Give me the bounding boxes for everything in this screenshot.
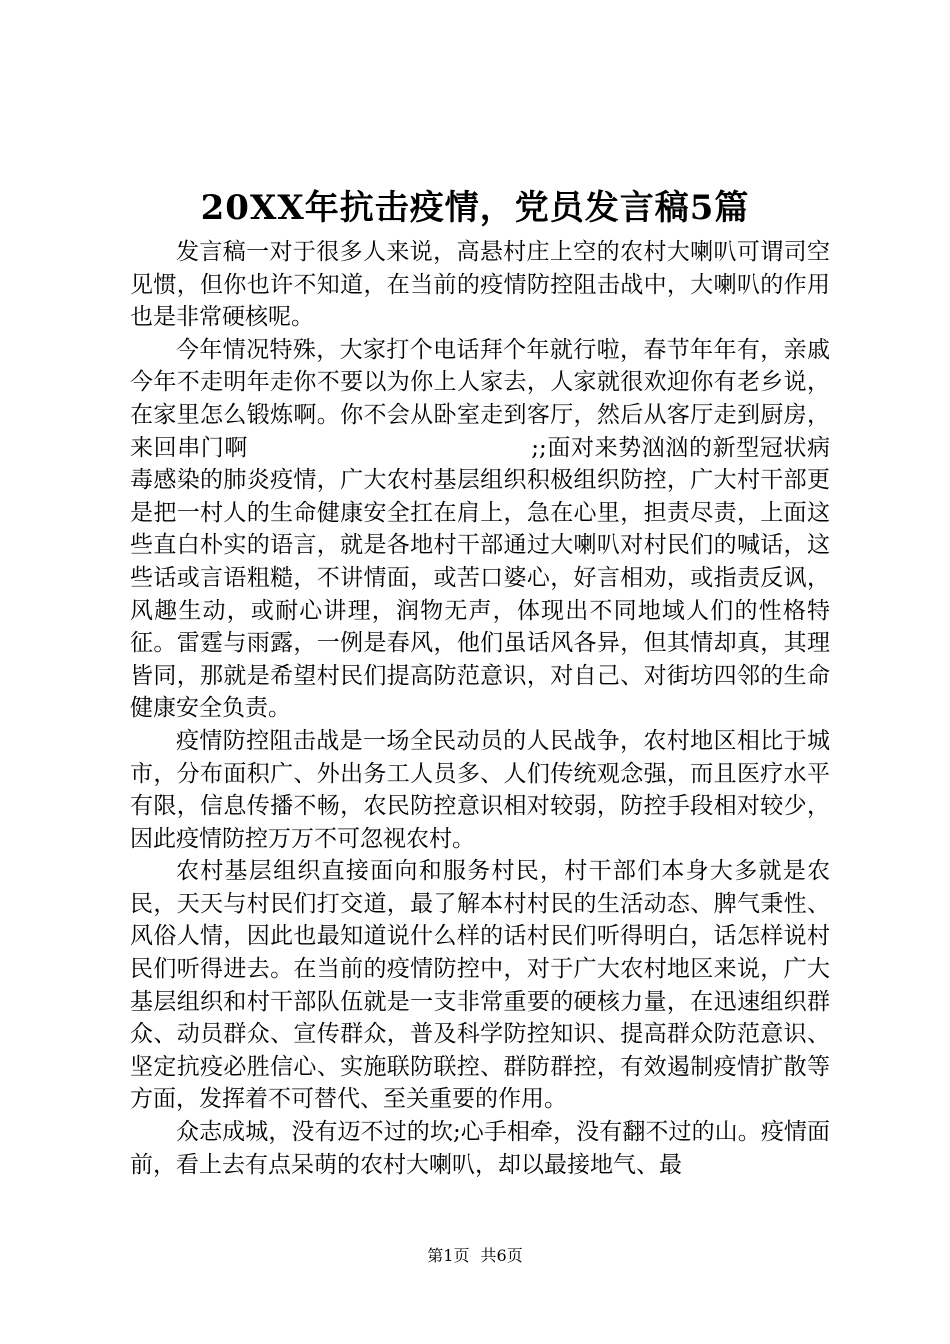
document-body [130,236,830,1181]
paragraph-5: 众志成城，没有迈不过的坎;心手相牵，没有翻不过的山。疫情面前，看上去有点呆萌的农村大喇叭，却以最接地气、最 [130,1119,830,1178]
paragraph-1: 发言稿一对于很多人来说，高悬村庄上空的农村大喇叭可谓司空见惯，但你也许不知道，在当前的疫情防控阻击战中，大喇叭的作用也是非常硬核呢。 [130,239,830,331]
paragraph-4: 农村基层组织直接面向和服务村民，村干部们本身大多就是农民，天天与村民们打交道，最了解本村村民的生活动态、脾气秉性、风俗人情，因此也最知道说什么样的话村民们听得明白，话怎样说村民们听得进去。在当前的疫情防控中，对于广大农村地区来说，广大基层组织和村干部队伍就是一支非常重要的硬核力量，在迅速组织群众、动员群众、宣传群众，普及科学防控知识、提高群众防范意识、坚定抗疫必胜信心、实施联防联控、群防群控，有效遏制疫情扩散等方面，发挥着不可替代、至关重要的作用。 [130,858,830,1113]
page-total: 共6页 [480,1246,523,1265]
page-footer [0,1246,950,1266]
document-title: 20XX年抗击疫情，党员发言稿5篇 [200,188,750,228]
paragraph-2: 今年情况特殊，大家打个电话拜个年就行啦，春节年年有，亲戚今年不走明年走你不要以为你上人家去，人家就很欢迎你有老乡说，在家里怎么锻炼啊。你不会从卧室走到客厅，然后从客厅走到厨房，来回串门啊 ;;面对来势汹汹的新型冠状病毒感染的肺炎疫情，广大农村基层组织积极组织防控，广大村干部更是把一村人的生命健康安全扛在肩上，急在心里，担责尽责，上面这些直白朴实的语言，就是各地村干部通过大喇叭对村民们的喊话，这些话或言语粗糙，不讲情面，或苦口婆心，好言相劝，或指责反讽，风趣生动，或耐心讲理，润物无声，体现出不同地域人们的性格特征。雷霆与雨露，一例是春风，他们虽话风各异，但其情却真，其理皆同，那就是希望村民们提高防范意识，对自己、对街坊四邻的生命健康安全负责。 [130,336,830,722]
paragraph-3: 疫情防控阻击战是一场全民动员的人民战争，农村地区相比于城市，分布面积广、外出务工人员多、人们传统观念强，而且医疗水平有限，信息传播不畅，农民防控意识相对较弱，防控手段相对较少，因此疫情防控万万不可忽视农村。 [130,727,830,852]
page-number: 第1页 [427,1246,470,1265]
